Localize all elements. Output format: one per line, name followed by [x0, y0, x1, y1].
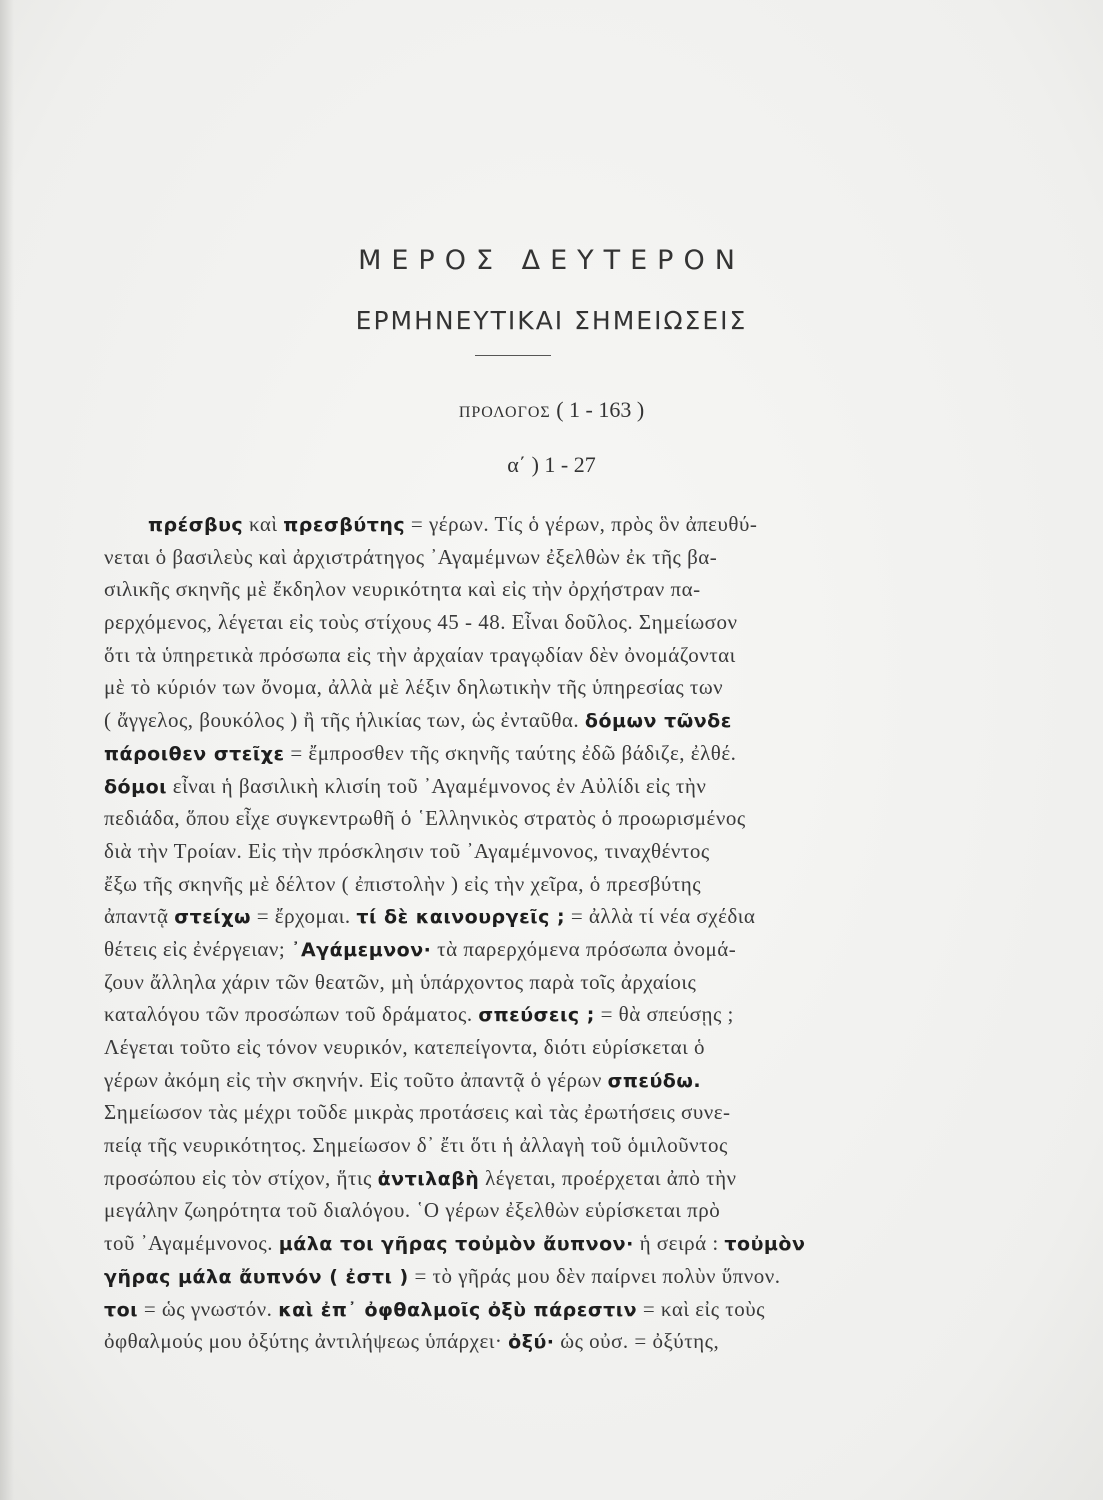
text-run: ἀπαντᾷ: [104, 904, 175, 929]
text-line: [104, 1194, 922, 1227]
text-line: [104, 770, 922, 803]
text-run: Λέγεται τοῦτο εἰς τόνον νευρικόν, κατεπείγοντα, διότι εὑρίσκεται ὁ: [104, 1035, 706, 1059]
text-line: [104, 1227, 922, 1260]
text-line: [104, 508, 922, 541]
text-run: ἔξω τῆς σκηνῆς μὲ δέλτον ( ἐπιστολὴν ) εἰς τὴν χεῖρα, ὁ πρεσβύτης: [104, 871, 702, 896]
text-line: [104, 802, 922, 835]
headword: δόμων τῶνδε: [584, 710, 732, 733]
headword: δόμοι: [104, 775, 168, 798]
headword: σπεύδω.: [607, 1069, 702, 1092]
text-line: [104, 1325, 922, 1358]
headword: γῆρας μάλα ἄυπνόν ( ἐστι ): [104, 1265, 409, 1288]
headword: καὶ ἐπ᾽ ὀφθαλμοῖς ὀξὺ πάρεστιν: [278, 1298, 638, 1321]
commentary-text: [104, 508, 922, 1358]
text-line: [104, 1096, 922, 1129]
text-line: [104, 671, 922, 704]
headword: τοὐμὸν: [724, 1233, 806, 1256]
headword: μάλα τοι γῆρας τοὐμὸν ἄυπνον·: [278, 1233, 634, 1256]
text-run: γέρων ἀκόμη εἰς τὴν σκηνήν. Εἰς τοῦτο ἀπαντᾷ ὁ γέρων: [104, 1067, 608, 1092]
text-run: νεται ὁ βασιλεὺς καὶ ἀρχιστράτηγος ᾽Αγαμέμνων ἐξελθὼν ἐκ τῆς βα-: [104, 544, 718, 569]
text-run: λέγεται, προέρχεται ἀπὸ τὴν: [479, 1165, 737, 1190]
headword: πάροιθεν στεῖχε: [104, 742, 285, 765]
text-run: ὅτι τὰ ὑπηρετικὰ πρόσωπα εἰς τὴν ἀρχαίαν τραγῳδίαν δὲν ὀνομάζονται: [104, 642, 736, 667]
text-run: πείᾳ τῆς νευρικότητος. Σημείωσον δ᾽ ἔτι ὅτι ἡ ἀλλαγὴ τοῦ ὁμιλοῦντος: [104, 1133, 728, 1158]
text-line: [104, 998, 922, 1031]
text-run: = ἀλλὰ τί νέα σχέδια: [565, 904, 756, 929]
text-run: εἶναι ἡ βασιλικὴ κλισίη τοῦ ᾽Αγαμέμνονος ἐν Αὐλίδι εἰς τὴν: [167, 773, 707, 798]
text-run: σιλικῆς σκηνῆς μὲ ἔκδηλον νευρικότητα καὶ εἰς τὴν ὀρχήστραν πα-: [104, 577, 701, 602]
text-line: [104, 737, 922, 770]
text-line: [104, 1260, 922, 1293]
text-run: Σημείωσον τὰς μέχρι τοῦδε μικρὰς προτάσεις καὶ τὰς ἐρωτήσεις συνε-: [104, 1100, 731, 1125]
text-run: μεγάλην ζωηρότητα τοῦ διαλόγου. ῾Ο γέρων ἐξελθὼν εὑρίσκεται πρὸ: [104, 1198, 721, 1223]
text-run: τοῦ ᾽Αγαμέμνονος.: [104, 1231, 279, 1256]
text-line: [104, 573, 922, 606]
text-run: πεδιάδα, ὅπου εἶχε συγκεντρωθῆ ὁ ῾Ελληνικὸς στρατὸς ὁ προωρισμένος: [104, 806, 746, 831]
headword: πρεσβύτης: [283, 514, 406, 536]
text-run: καταλόγου τῶν προσώπων τοῦ δράματος.: [104, 1002, 479, 1027]
text-line: [104, 1293, 922, 1326]
text-run: ὀφθαλμούς μου ὀξύτης ἀντιλήψεως ὑπάρχει·: [104, 1329, 509, 1354]
text-run: = καὶ εἰς τοὺς: [637, 1296, 765, 1321]
text-run: προσώπου εἰς τὸν στίχον, ἥτις: [104, 1165, 378, 1190]
part-title: ΜΕΡΟΣ ΔΕΥΤΕΡΟΝ: [358, 245, 745, 276]
text-run: = ὡς γνωστόν.: [138, 1296, 279, 1321]
text-line: [104, 1129, 922, 1162]
text-run: = τὸ γῆράς μου δὲν παίρνει πολὺν ὕπνον.: [408, 1263, 781, 1288]
text-run: ( ἄγγελος, βουκόλος ) ἢ τῆς ἡλικίας των, ὡς ἐνταῦθα.: [104, 708, 585, 733]
text-run: ἡ σειρά :: [633, 1231, 725, 1256]
subsection-heading: α΄ ) 1 - 27: [507, 452, 596, 477]
text-run: = ἔμπροσθεν τῆς σκηνῆς ταύτης ἐδῶ βάδιζε, ἐλθέ.: [284, 740, 737, 765]
prologue-heading: [0, 397, 1103, 423]
headword: τοι: [104, 1298, 139, 1321]
text-run: τὰ παρερχόμενα πρόσωπα ὀνομά-: [431, 936, 737, 961]
text-run: καὶ: [243, 512, 284, 536]
text-line: [104, 1064, 922, 1097]
text-line: [104, 835, 922, 868]
prologue-range: ( 1 - 163 ): [556, 397, 645, 422]
text-run: = γέρων. Τίς ὁ γέρων, πρὸς ὃν ἀπευθύ-: [405, 512, 758, 536]
text-run: διὰ τὴν Τροίαν. Εἰς τὴν πρόσκλησιν τοῦ ᾽Αγαμέμνονος, τιναχθέντος: [104, 838, 710, 863]
text-line: [104, 541, 922, 574]
text-run: μὲ τὸ κύριόν των ὄνομα, ἀλλὰ μὲ λέξιν δηλωτικὴν τῆς ὑπηρεσίας των: [104, 675, 724, 700]
text-line: [104, 900, 922, 933]
text-line: [104, 933, 922, 966]
text-run: = ἔρχομαι.: [250, 904, 357, 929]
text-line: [104, 639, 922, 672]
headword: στείχω: [174, 906, 251, 929]
text-run: = θὰ σπεύσῃς ;: [594, 1002, 734, 1027]
headword: πρέσβυς: [148, 514, 244, 536]
prologue-label: ΠΡΟΛΟΓΟΣ: [458, 404, 551, 421]
headword: ἀντιλαβὴ: [377, 1167, 480, 1190]
text-line: [104, 1031, 922, 1064]
title-divider: [475, 355, 551, 356]
section-title: ΕΡΜΗΝΕΥΤΙΚΑΙ ΣΗΜΕΙΩΣΕΙΣ: [355, 306, 748, 335]
page-edge-shadow: [0, 0, 14, 1500]
text-line: [104, 868, 922, 901]
headword: τί δὲ καινουργεῖς ;: [356, 906, 566, 929]
headword: ὀξύ·: [508, 1331, 555, 1354]
text-run: ρερχόμενος, λέγεται εἰς τοὺς στίχους 45 - 48. Εἶναι δοῦλος. Σημείωσον: [104, 610, 738, 635]
text-line: [104, 606, 922, 639]
text-run: ὡς οὐσ. = ὀξύτης,: [554, 1329, 720, 1354]
text-line: [104, 1162, 922, 1195]
text-line: [104, 966, 922, 999]
headword: ᾽Αγάμεμνον·: [290, 938, 432, 961]
text-run: θέτεις εἰς ἐνέργειαν;: [104, 936, 291, 961]
text-line: [104, 704, 922, 737]
text-run: ζουν ἄλληλα χάριν τῶν θεατῶν, μὴ ὑπάρχοντος παρὰ τοῖς ἀρχαίοις: [104, 969, 697, 994]
headword: σπεύσεις ;: [478, 1004, 595, 1027]
